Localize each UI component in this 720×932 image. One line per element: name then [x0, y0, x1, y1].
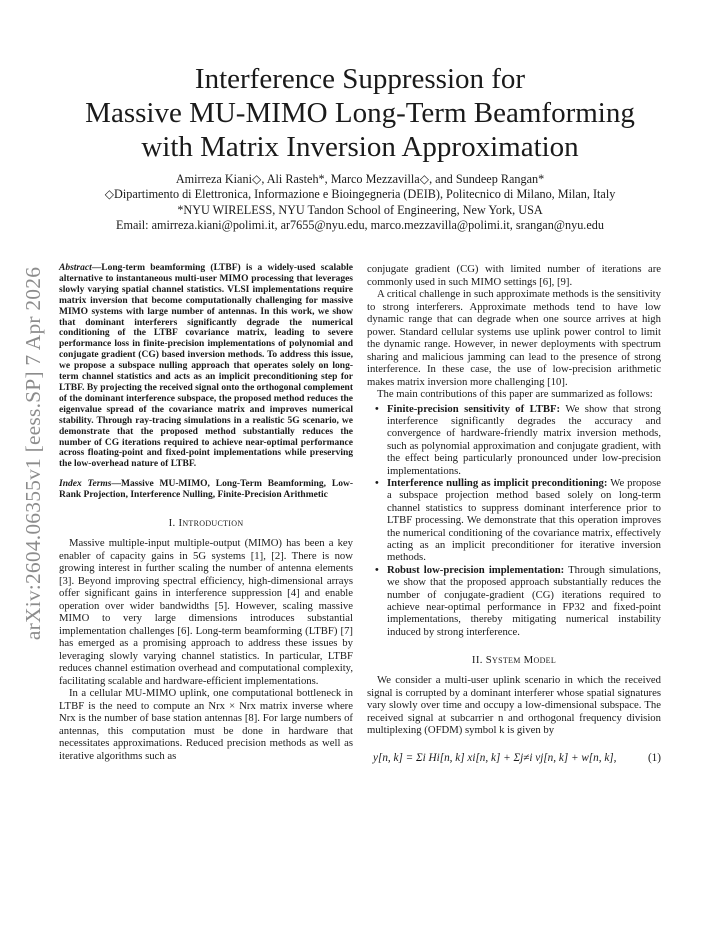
contributions-list [367, 403, 661, 639]
bullet: • [375, 563, 379, 576]
abstract-label: Abstract [59, 263, 92, 273]
section-heading-system-model: II. System Model [471, 654, 557, 667]
arxiv-stamp [14, 258, 54, 648]
intro-paragraph-4: The main contributions of this paper are summarized as follows: [377, 388, 653, 400]
intro-paragraph-1: Massive multiple-input multiple-output (MIMO) has been a key enabler of capacity gains in 5G systems [1], [2]. There is now growing interest in further scaling the number of antenna elements [3]. Beyond improving spectral efficiency, high-dimensional arrays offer significant gains in interference suppression [4] and enable operation over wider bandwidths [5]. However, scaling massive MIMO to very large dimensions introduces substantial implementation challenges [6]. Long-term beamforming (LTBF) [7] has emerged as a promising approach to address these issues by leveraging slowly varying channel statistics. In particular, LTBF reduces channel estimation overhead and computational complexity, facilitating scalable and hardware-efficient implementations. [59, 537, 353, 687]
contribution-lead: Robust low-precision implementation: [387, 563, 565, 576]
abstract-text: —Long-term beamforming (LTBF) is a widely-used scalable alternative to instantaneous multi-user MIMO processing that leverages slowly varying spatial channel statistics. VLSI implementations require matrix inversion that become computationally challenging for massive MIMO systems with large number of antennas. In this work, we show that dominant interferers significantly degrade the numerical conditioning of the LTBF covariance matrix, leading to severe performance loss in finite-precision implementations of polynomial and conjugate gradient (CG) based inversion methods. To address this issue, we propose a subspace nulling approach that operates solely on long-term channel statistics and acts as an implicit preconditioning step for LTBF. By projecting the received signal onto the orthogonal complement of the dominant interference subspace, the proposed method reduces the eigenvalue spread of the covariance matrix and improves numerical stability. Through ray-tracing simulations in a realistic 5G scenario, we demonstrate that the proposed method substantially reduces the number of CG iterations required to achieve near-optimal performance across floating-point and fixed-point implementations while preserving the low-overhead nature of LTBF. [59, 263, 353, 470]
bullet: • [375, 476, 379, 489]
equation-1-number: (1) [647, 751, 661, 764]
abstract [59, 263, 353, 470]
right-column [367, 263, 661, 773]
equation-1-body: y[n, k] = Σi Hi[n, k] xi[n, k] + Σj≠i vj[n, k] + w[n, k], [373, 751, 617, 764]
intro-paragraph-2: In a cellular MU-MIMO uplink, one computational bottleneck in LTBF is the need to compute an Nrx × Nrx matrix inverse where Nrx is the number of base station antennas [8]. For large numbers of antennas, this computation must be done in hardware that necessitates approximations. Reduced precision methods as well as iterative algorithms such as [59, 687, 353, 762]
contribution-item [367, 477, 661, 564]
author-block [40, 172, 680, 234]
left-column [59, 263, 353, 762]
index-terms [59, 479, 353, 501]
contribution-text: We show that strong interference significantly degrades the accuracy and convergence of hardware-friendly matrix inversion methods, such as polynomial approximation and conjugate gradient, with the effect being particularly pronounced under low-precision implementations. [387, 402, 661, 477]
contribution-item [367, 403, 661, 477]
contribution-text: Through simulations, we show that the proposed approach substantially reduces the number of conjugate-gradient (CG) iterations required to achieve near-optimal performance in FP32 and fixed-point implementations, thereby mitigating numerical instability induced by strong interference. [387, 563, 661, 638]
arxiv-stamp-text: arXiv:2604.06355v1 [eess.SP] 7 Apr 2026 [21, 266, 46, 640]
bullet: • [375, 402, 379, 415]
contribution-lead: Interference nulling as implicit preconditioning: [387, 476, 608, 489]
intro-paragraph-3: A critical challenge in such approximate methods is the sensitivity to strong interferers. Approximate methods tend to have low dynamic range that can degrade when one source arrives at high power. Standard cellular systems use uplink power control to limit the dynamic range. However, in newer deployments with spectrum sharing and malicious jamming can lead to the presence of strong interference. In these case, the use of low-precision arithmetic makes matrix inversion more challenging [10]. [367, 288, 661, 388]
title-line-1: Interference Suppression for [194, 63, 526, 95]
contribution-text: We propose a subspace projection method based solely on long-term channel statistics to suppress dominant interference prior to LTBF processing. We demonstrate that this operation improves the numerical conditioning of the covariance matrix, effectively acting as an implicit preconditioner for iterative inversion methods. [387, 476, 661, 564]
author-emails: Email: amirreza.kiani@polimi.it, ar7655@nyu.edu, marco.mezzavilla@polimi.it, srangan@nyu.edu [116, 218, 604, 233]
affiliation-nyu: *NYU WIRELESS, NYU Tandon School of Engineering, New York, USA [177, 202, 543, 217]
index-terms-label: Index Terms [59, 479, 112, 490]
equation-1 [367, 743, 661, 773]
system-model-paragraph: We consider a multi-user uplink scenario in which the received signal is corrupted by a dominant interferer whose spatial signatures vary slowly over time and occupy a low-dimensional subspace. The received signal at subcarrier n and orthogonal frequency division multiplexing (OFDM) symbol k is given by [367, 674, 661, 737]
title-line-2: Massive MU-MIMO Long-Term Beamforming [85, 97, 635, 129]
paper-title [60, 62, 660, 164]
index-terms-text: —Massive MU-MIMO, Long-Term Beamforming, Low-Rank Projection, Interference Nulling, Finite-Precision Arithmetic [59, 479, 353, 501]
contribution-item [367, 564, 661, 638]
authors: Amirreza Kiani◇, Ali Rasteh*, Marco Mezzavilla◇, and Sundeep Rangan* [175, 172, 545, 186]
affiliation-polimi: ◇Dipartimento di Elettronica, Informazione e Bioingegneria (DEIB), Politecnico di Milano, Milan, Italy [104, 187, 616, 202]
section-heading-introduction: I. Introduction [168, 517, 244, 530]
intro-continuation: conjugate gradient (CG) with limited number of iterations are commonly used in such MIMO settings [6], [9]. [367, 263, 661, 288]
title-line-3: with Matrix Inversion Approximation [141, 131, 579, 163]
contribution-lead: Finite-precision sensitivity of LTBF: [387, 402, 561, 415]
